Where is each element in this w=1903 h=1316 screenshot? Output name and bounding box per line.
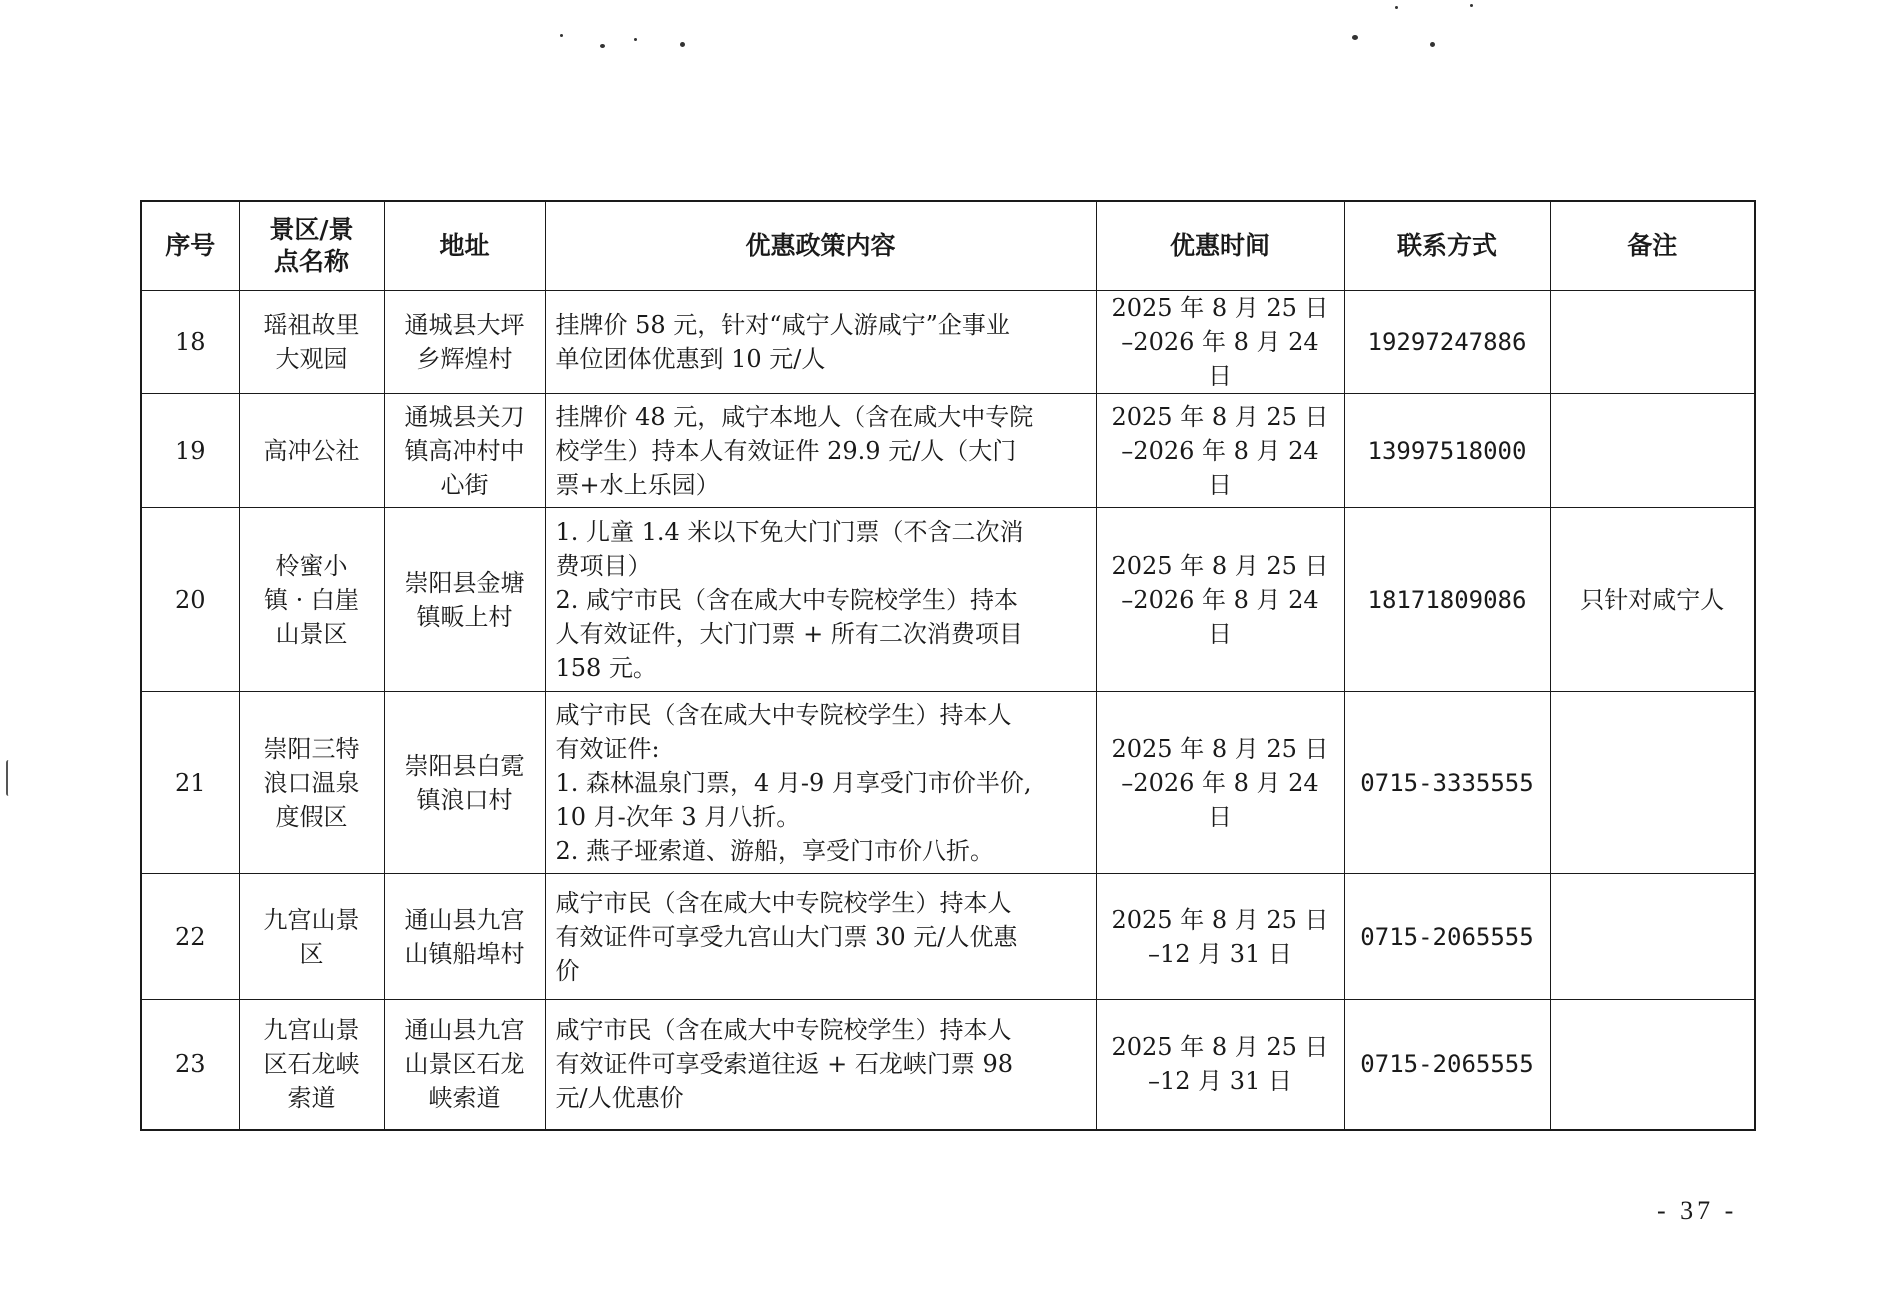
discount-period: 2025 年 8 月 25 日 –2026 年 8 月 24 日 xyxy=(1096,394,1344,508)
table-row xyxy=(141,291,1755,394)
discount-period: 2025 年 8 月 25 日 –12 月 31 日 xyxy=(1096,874,1344,1000)
note xyxy=(1550,291,1755,394)
scan-speck xyxy=(600,44,605,48)
scan-speck xyxy=(634,38,637,41)
header-contact: 联系方式 xyxy=(1344,201,1550,291)
scenic-name: 九宫山景 区石龙峡 索道 xyxy=(239,1000,384,1130)
scenic-name: 崇阳三特 浪口温泉 度假区 xyxy=(239,692,384,874)
policy-content: 挂牌价 58 元，针对“咸宁人游咸宁”企事业 单位团体优惠到 10 元/人 xyxy=(545,291,1096,394)
address: 崇阳县白霓 镇浪口村 xyxy=(384,692,545,874)
address: 通山县九宫 山镇船埠村 xyxy=(384,874,545,1000)
header-number: 序号 xyxy=(141,201,239,291)
note xyxy=(1550,1000,1755,1130)
discount-period: 2025 年 8 月 25 日 –2026 年 8 月 24 日 xyxy=(1096,692,1344,874)
row-number: 20 xyxy=(141,508,239,692)
discount-period: 2025 年 8 月 25 日 –2026 年 8 月 24 日 xyxy=(1096,508,1344,692)
header-scenic-name: 景区/景 点名称 xyxy=(239,201,384,291)
table-row xyxy=(141,394,1755,508)
scan-edge-mark xyxy=(6,760,11,796)
discount-period: 2025 年 8 月 25 日 –12 月 31 日 xyxy=(1096,1000,1344,1130)
table-row xyxy=(141,692,1755,874)
contact: 0715-3335555 xyxy=(1344,692,1550,874)
note xyxy=(1550,874,1755,1000)
discount-policy-table xyxy=(140,200,1756,1131)
contact: 0715-2065555 xyxy=(1344,874,1550,1000)
note xyxy=(1550,394,1755,508)
note: 只针对咸宁人 xyxy=(1550,508,1755,692)
row-number: 21 xyxy=(141,692,239,874)
row-number: 22 xyxy=(141,874,239,1000)
contact: 0715-2065555 xyxy=(1344,1000,1550,1130)
table-row xyxy=(141,874,1755,1000)
row-number: 23 xyxy=(141,1000,239,1130)
address: 通城县关刀 镇高冲村中 心街 xyxy=(384,394,545,508)
table-row xyxy=(141,508,1755,692)
scan-speck xyxy=(1352,35,1358,40)
scan-speck xyxy=(1470,4,1473,7)
contact: 13997518000 xyxy=(1344,394,1550,508)
address: 崇阳县金塘 镇畈上村 xyxy=(384,508,545,692)
header-note: 备注 xyxy=(1550,201,1755,291)
policy-content: 1. 儿童 1.4 米以下免大门门票（不含二次消 费项目） 2. 咸宁市民（含在咸大中专院校学生）持本 人有效证件，大门门票 + 所有二次消费项目 158 元。 xyxy=(545,508,1096,692)
scan-speck xyxy=(560,34,563,37)
header-address: 地址 xyxy=(384,201,545,291)
scan-speck xyxy=(680,42,685,47)
row-number: 18 xyxy=(141,291,239,394)
discount-period: 2025 年 8 月 25 日 –2026 年 8 月 24 日 xyxy=(1096,291,1344,394)
row-number: 19 xyxy=(141,394,239,508)
contact: 18171809086 xyxy=(1344,508,1550,692)
scenic-name: 九宫山景 区 xyxy=(239,874,384,1000)
header-time: 优惠时间 xyxy=(1096,201,1344,291)
scan-speck xyxy=(1430,42,1435,47)
address: 通城县大坪 乡辉煌村 xyxy=(384,291,545,394)
scenic-name: 高冲公社 xyxy=(239,394,384,508)
header-policy: 优惠政策内容 xyxy=(545,201,1096,291)
policy-content: 咸宁市民（含在咸大中专院校学生）持本人 有效证件: 1. 森林温泉门票，4 月-9 月享受门市价半价, 10 月-次年 3 月八折。 2. 燕子垭索道、游船，享受门市价八折。 xyxy=(545,692,1096,874)
scenic-name: 柃蜜小 镇 · 白崖 山景区 xyxy=(239,508,384,692)
policy-content: 咸宁市民（含在咸大中专院校学生）持本人 有效证件可享受索道往返 + 石龙峡门票 98 元/人优惠价 xyxy=(545,1000,1096,1130)
scan-speck xyxy=(1395,6,1398,9)
note xyxy=(1550,692,1755,874)
contact: 19297247886 xyxy=(1344,291,1550,394)
scenic-name: 瑶祖故里 大观园 xyxy=(239,291,384,394)
page-number: - 37 - xyxy=(1657,1196,1738,1225)
policy-content: 咸宁市民（含在咸大中专院校学生）持本人 有效证件可享受九宫山大门票 30 元/人优惠 价 xyxy=(545,874,1096,1000)
policy-content: 挂牌价 48 元，咸宁本地人（含在咸大中专院 校学生）持本人有效证件 29.9 元/人（大门 票+水上乐园） xyxy=(545,394,1096,508)
table-header-row xyxy=(141,201,1755,291)
address: 通山县九宫 山景区石龙 峡索道 xyxy=(384,1000,545,1130)
table-row xyxy=(141,1000,1755,1130)
